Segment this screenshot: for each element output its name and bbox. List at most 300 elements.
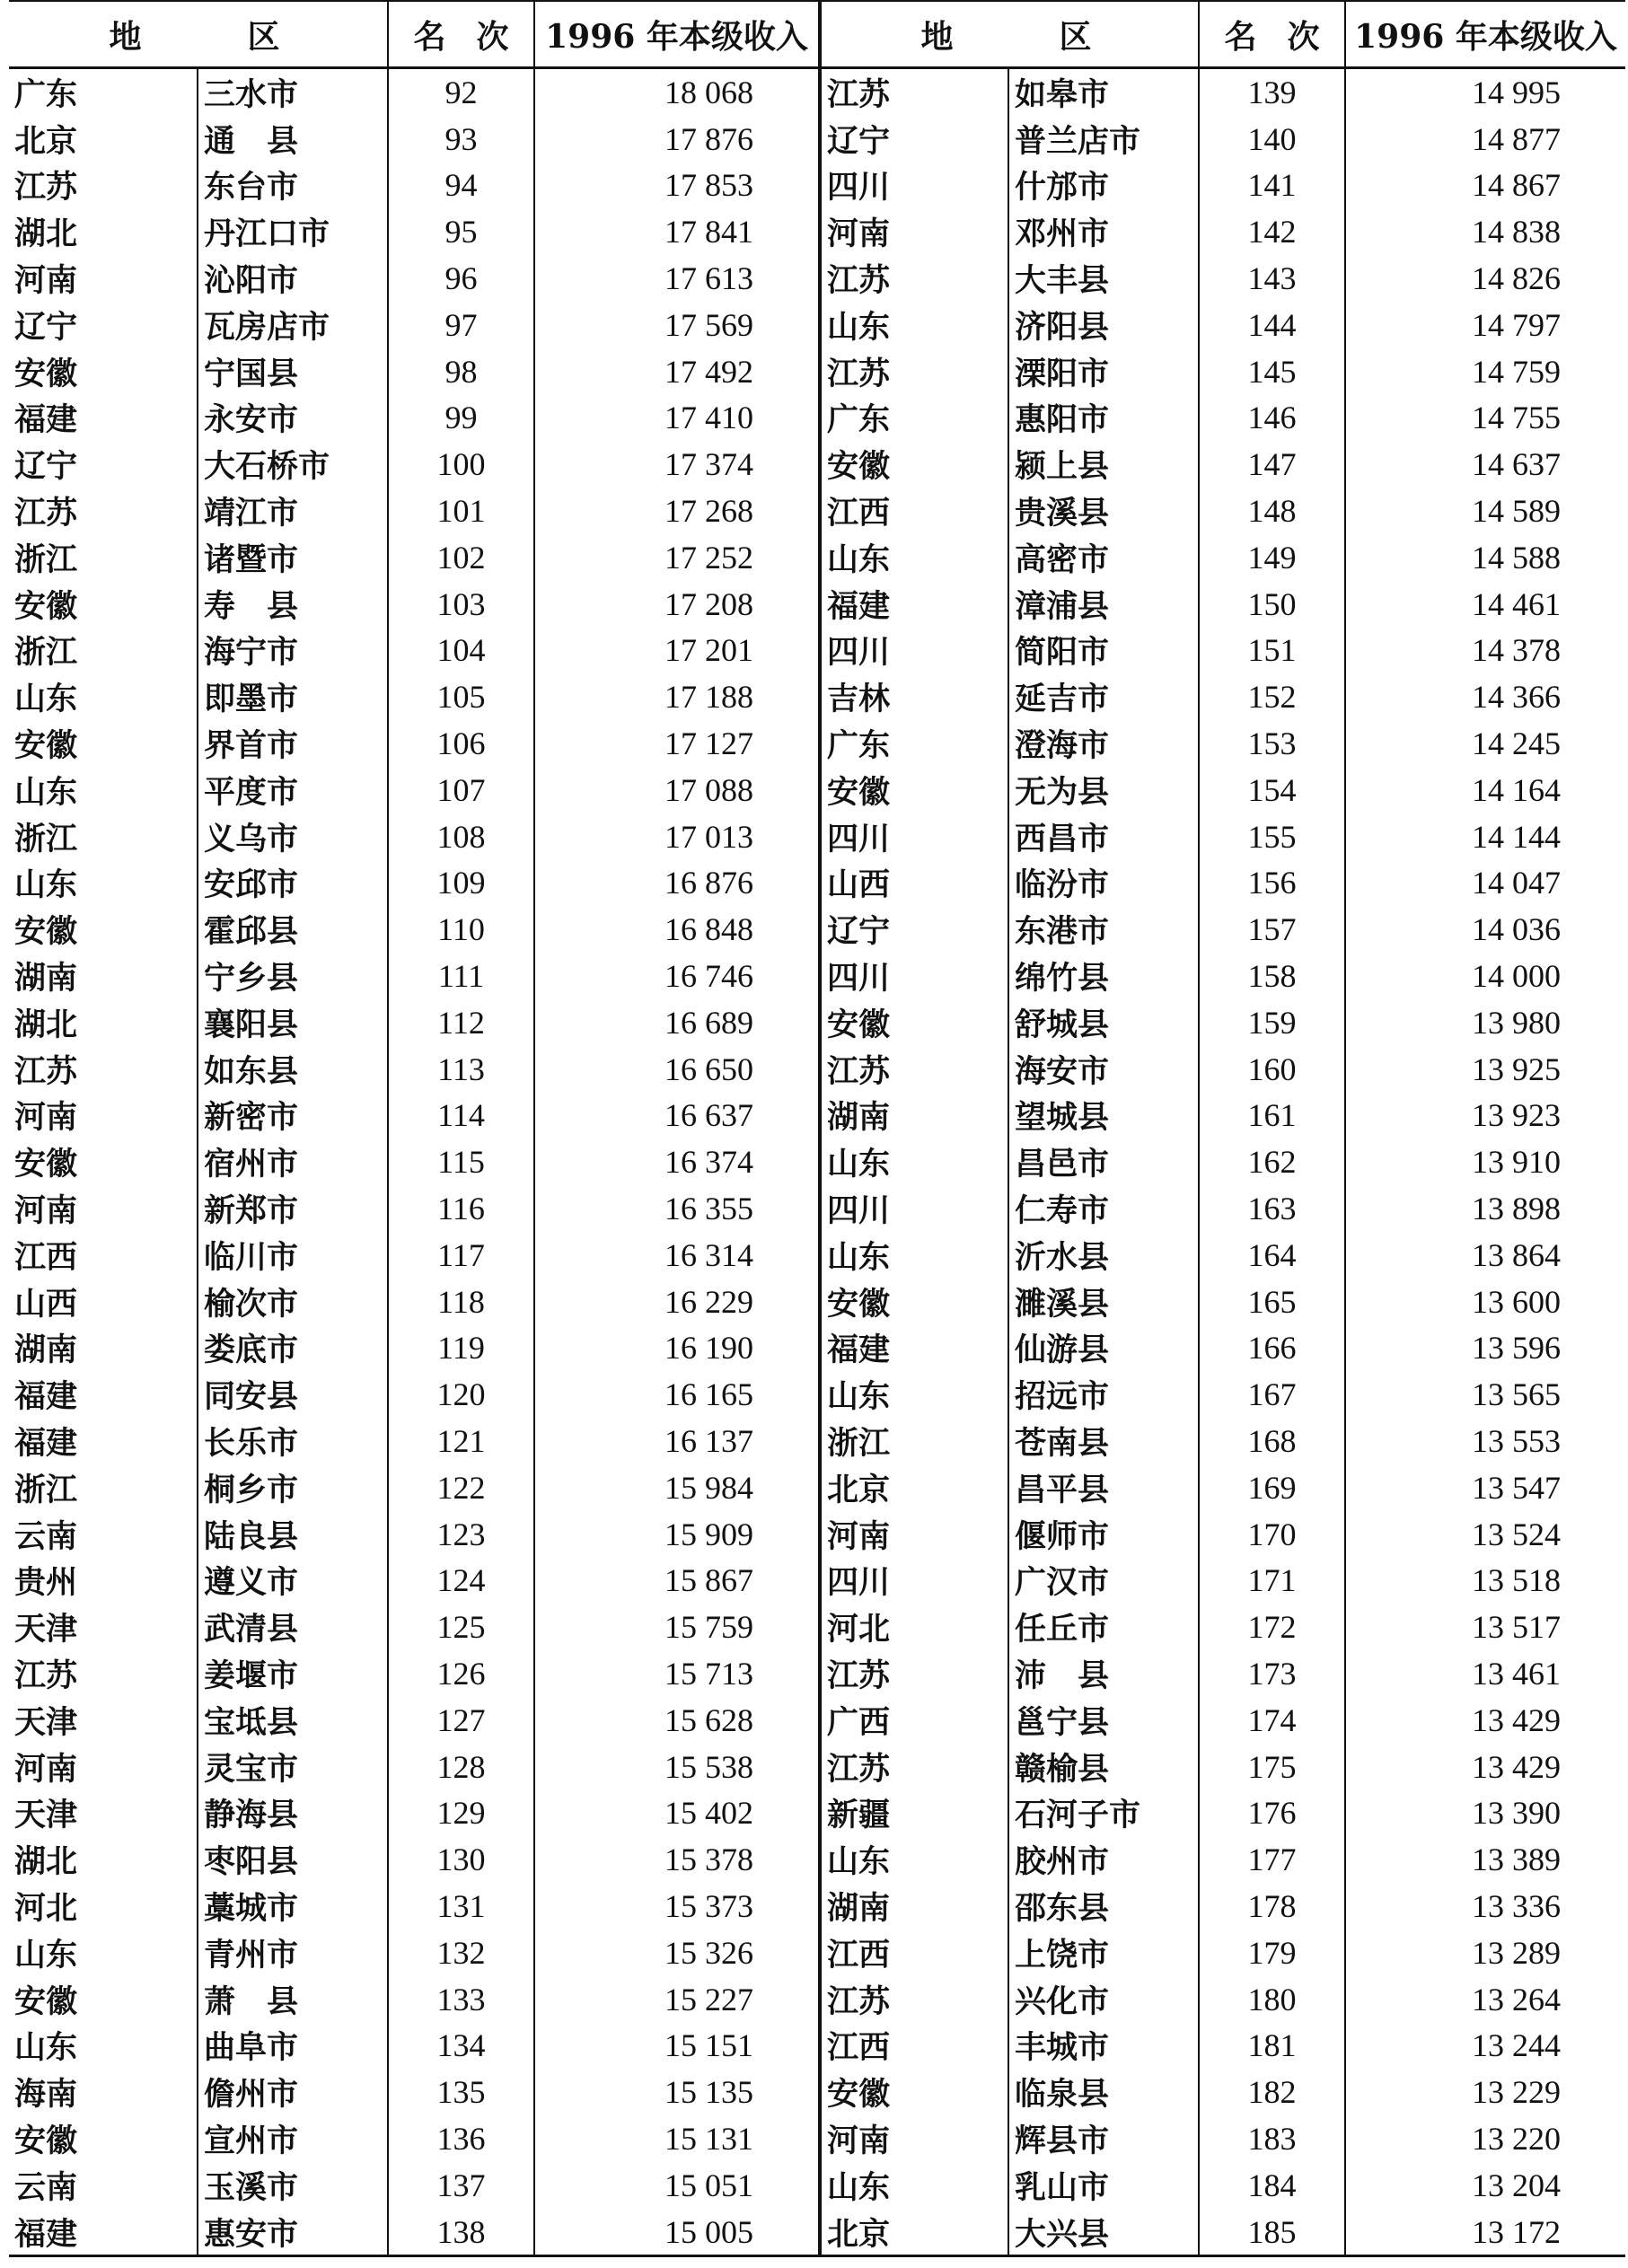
city-cell: 平度市 bbox=[198, 767, 388, 813]
header-region-left-char2: 区 bbox=[247, 17, 287, 56]
rank-cell: 148 bbox=[1199, 488, 1345, 534]
province-cell: 江苏 bbox=[820, 1046, 1008, 1093]
city-cell: 如皋市 bbox=[1008, 68, 1199, 116]
province-cell: 山西 bbox=[820, 860, 1008, 907]
income-cell: 15 538 bbox=[534, 1744, 820, 1790]
province-cell: 安徽 bbox=[820, 1279, 1008, 1325]
province-cell: 福建 bbox=[820, 1325, 1008, 1372]
province-cell: 安徽 bbox=[820, 2069, 1008, 2115]
table-header-row bbox=[9, 1, 1625, 68]
income-cell: 13 547 bbox=[1345, 1464, 1625, 1511]
city-cell: 玉溪市 bbox=[198, 2162, 388, 2209]
province-cell: 江西 bbox=[820, 488, 1008, 534]
rank-cell: 107 bbox=[388, 767, 534, 813]
rank-cell: 126 bbox=[388, 1650, 534, 1697]
rank-cell: 168 bbox=[1199, 1418, 1345, 1464]
province-cell: 福建 bbox=[820, 581, 1008, 628]
income-cell: 14 378 bbox=[1345, 628, 1625, 674]
city-cell: 遵义市 bbox=[198, 1558, 388, 1604]
table-body bbox=[9, 68, 1625, 2256]
income-cell: 14 047 bbox=[1345, 860, 1625, 907]
city-cell: 大石桥市 bbox=[198, 441, 388, 488]
rank-cell: 109 bbox=[388, 860, 534, 907]
rank-cell: 129 bbox=[388, 1789, 534, 1836]
table-row bbox=[9, 302, 1625, 348]
province-cell: 山东 bbox=[14, 681, 78, 718]
rank-cell: 97 bbox=[388, 302, 534, 348]
province-cell: 天津 bbox=[14, 1611, 78, 1648]
rank-cell: 130 bbox=[388, 1836, 534, 1883]
rank-cell: 158 bbox=[1199, 953, 1345, 999]
income-cell: 13 980 bbox=[1345, 999, 1625, 1046]
rank-cell: 103 bbox=[388, 581, 534, 628]
rank-cell: 94 bbox=[388, 163, 534, 209]
income-cell: 16 355 bbox=[534, 1185, 820, 1232]
province-cell: 广东 bbox=[820, 720, 1008, 767]
city-cell: 安邱市 bbox=[198, 860, 388, 907]
header-region-left bbox=[9, 1, 388, 68]
city-cell: 瓦房店市 bbox=[198, 302, 388, 348]
income-cell: 14 838 bbox=[1345, 208, 1625, 255]
income-cell: 15 759 bbox=[534, 1604, 820, 1650]
income-cell: 17 853 bbox=[534, 163, 820, 209]
header-rank-right-char1: 名 bbox=[1224, 17, 1257, 56]
income-cell: 16 374 bbox=[534, 1138, 820, 1185]
income-cell: 13 600 bbox=[1345, 1279, 1625, 1325]
header-rank-right bbox=[1199, 1, 1345, 68]
city-cell: 宿州市 bbox=[198, 1138, 388, 1185]
income-cell: 15 909 bbox=[534, 1511, 820, 1558]
rank-cell: 144 bbox=[1199, 302, 1345, 348]
city-cell: 枣阳县 bbox=[198, 1836, 388, 1883]
rank-cell: 112 bbox=[388, 999, 534, 1046]
table-row bbox=[9, 1744, 1625, 1790]
province-cell: 四川 bbox=[820, 1558, 1008, 1604]
table-row bbox=[9, 68, 1625, 116]
province-cell: 广西 bbox=[820, 1697, 1008, 1744]
province-cell: 山东 bbox=[820, 1836, 1008, 1883]
rank-cell: 161 bbox=[1199, 1093, 1345, 1139]
rank-cell: 136 bbox=[388, 2115, 534, 2162]
province-cell: 江西 bbox=[820, 1930, 1008, 1976]
income-cell: 14 461 bbox=[1345, 581, 1625, 628]
city-cell: 静海县 bbox=[198, 1789, 388, 1836]
province-cell: 贵州 bbox=[14, 1564, 78, 1602]
province-cell: 河北 bbox=[14, 1889, 78, 1927]
income-cell: 14 588 bbox=[1345, 534, 1625, 581]
city-cell: 沂水县 bbox=[1008, 1232, 1199, 1279]
income-cell: 15 984 bbox=[534, 1464, 820, 1511]
rank-cell: 139 bbox=[1199, 68, 1345, 116]
rank-cell: 102 bbox=[388, 534, 534, 581]
rank-cell: 153 bbox=[1199, 720, 1345, 767]
province-cell: 四川 bbox=[820, 953, 1008, 999]
province-cell: 湖北 bbox=[14, 215, 78, 253]
rank-cell: 174 bbox=[1199, 1697, 1345, 1744]
income-cell: 13 517 bbox=[1345, 1604, 1625, 1650]
income-cell: 13 898 bbox=[1345, 1185, 1625, 1232]
rank-cell: 176 bbox=[1199, 1789, 1345, 1836]
city-cell: 什邡市 bbox=[1008, 163, 1199, 209]
rank-cell: 100 bbox=[388, 441, 534, 488]
city-cell: 丹江口市 bbox=[198, 208, 388, 255]
rank-cell: 127 bbox=[388, 1697, 534, 1744]
province-cell: 河南 bbox=[14, 1099, 78, 1137]
header-income-left: 1996 年本级收入 bbox=[534, 1, 820, 68]
income-cell: 17 088 bbox=[534, 767, 820, 813]
city-cell: 姜堰市 bbox=[198, 1650, 388, 1697]
province-cell: 江西 bbox=[14, 1238, 78, 1276]
city-cell: 东港市 bbox=[1008, 906, 1199, 953]
rank-cell: 135 bbox=[388, 2069, 534, 2115]
province-cell: 河北 bbox=[820, 1604, 1008, 1650]
income-cell: 16 637 bbox=[534, 1093, 820, 1139]
table-row bbox=[9, 348, 1625, 395]
header-region-left-char1: 地 bbox=[109, 17, 149, 56]
income-cell: 17 201 bbox=[534, 628, 820, 674]
province-cell: 江苏 bbox=[14, 495, 78, 532]
city-cell: 贵溪县 bbox=[1008, 488, 1199, 534]
income-cell: 13 429 bbox=[1345, 1744, 1625, 1790]
city-cell: 寿 县 bbox=[198, 581, 388, 628]
city-cell: 惠安市 bbox=[198, 2209, 388, 2256]
income-cell: 13 220 bbox=[1345, 2115, 1625, 2162]
income-cell: 17 841 bbox=[534, 208, 820, 255]
rank-cell: 114 bbox=[388, 1093, 534, 1139]
rank-cell: 155 bbox=[1199, 813, 1345, 860]
city-cell: 舒城县 bbox=[1008, 999, 1199, 1046]
income-cell: 14 000 bbox=[1345, 953, 1625, 999]
income-cell: 13 910 bbox=[1345, 1138, 1625, 1185]
city-cell: 昌邑市 bbox=[1008, 1138, 1199, 1185]
rank-cell: 170 bbox=[1199, 1511, 1345, 1558]
header-rank-left-char2: 次 bbox=[476, 17, 509, 56]
city-cell: 藁城市 bbox=[198, 1883, 388, 1930]
province-cell: 四川 bbox=[820, 813, 1008, 860]
header-region-right bbox=[820, 1, 1199, 68]
city-cell: 苍南县 bbox=[1008, 1418, 1199, 1464]
income-cell: 13 596 bbox=[1345, 1325, 1625, 1372]
province-cell: 山东 bbox=[14, 2029, 78, 2067]
city-cell: 青州市 bbox=[198, 1930, 388, 1976]
table-row bbox=[9, 1418, 1625, 1464]
city-cell: 新郑市 bbox=[198, 1185, 388, 1232]
income-cell: 13 518 bbox=[1345, 1558, 1625, 1604]
city-cell: 海安市 bbox=[1008, 1046, 1199, 1093]
income-cell: 13 864 bbox=[1345, 1232, 1625, 1279]
table-row bbox=[9, 1789, 1625, 1836]
city-cell: 宝坻县 bbox=[198, 1697, 388, 1744]
income-cell: 13 289 bbox=[1345, 1930, 1625, 1976]
income-cell: 14 995 bbox=[1345, 68, 1625, 116]
city-cell: 襄阳县 bbox=[198, 999, 388, 1046]
province-cell: 河南 bbox=[820, 1511, 1008, 1558]
city-cell: 任丘市 bbox=[1008, 1604, 1199, 1650]
province-cell: 湖南 bbox=[820, 1883, 1008, 1930]
rank-cell: 138 bbox=[388, 2209, 534, 2256]
income-cell: 13 923 bbox=[1345, 1093, 1625, 1139]
rank-cell: 105 bbox=[388, 673, 534, 720]
income-cell: 13 524 bbox=[1345, 1511, 1625, 1558]
income-cell: 17 208 bbox=[534, 581, 820, 628]
rank-cell: 163 bbox=[1199, 1185, 1345, 1232]
province-cell: 江苏 bbox=[14, 1052, 78, 1090]
table-row bbox=[9, 673, 1625, 720]
income-cell: 14 036 bbox=[1345, 906, 1625, 953]
rank-cell: 171 bbox=[1199, 1558, 1345, 1604]
header-region-right-char2: 区 bbox=[1059, 17, 1099, 56]
province-cell: 辽宁 bbox=[14, 448, 78, 486]
province-cell: 安徽 bbox=[14, 913, 78, 951]
city-cell: 东台市 bbox=[198, 163, 388, 209]
city-cell: 榆次市 bbox=[198, 1279, 388, 1325]
rank-cell: 143 bbox=[1199, 255, 1345, 302]
table-row bbox=[9, 1371, 1625, 1418]
city-cell: 曲阜市 bbox=[198, 2022, 388, 2069]
city-cell: 高密市 bbox=[1008, 534, 1199, 581]
income-cell: 16 165 bbox=[534, 1371, 820, 1418]
city-cell: 兴化市 bbox=[1008, 1976, 1199, 2023]
table-row bbox=[9, 395, 1625, 442]
rank-cell: 152 bbox=[1199, 673, 1345, 720]
city-cell: 仁寿市 bbox=[1008, 1185, 1199, 1232]
city-cell: 临汾市 bbox=[1008, 860, 1199, 907]
table-row bbox=[9, 1930, 1625, 1976]
city-cell: 宁乡县 bbox=[198, 953, 388, 999]
rank-cell: 106 bbox=[388, 720, 534, 767]
income-cell: 13 264 bbox=[1345, 1976, 1625, 2023]
rank-cell: 160 bbox=[1199, 1046, 1345, 1093]
province-cell: 福建 bbox=[14, 1425, 78, 1462]
city-cell: 长乐市 bbox=[198, 1418, 388, 1464]
rank-cell: 119 bbox=[388, 1325, 534, 1372]
income-cell: 16 137 bbox=[534, 1418, 820, 1464]
table-row bbox=[9, 1185, 1625, 1232]
city-cell: 漳浦县 bbox=[1008, 581, 1199, 628]
city-cell: 赣榆县 bbox=[1008, 1744, 1199, 1790]
income-cell: 15 867 bbox=[534, 1558, 820, 1604]
province-cell: 浙江 bbox=[14, 1471, 78, 1508]
income-cell: 17 013 bbox=[534, 813, 820, 860]
table-row bbox=[9, 999, 1625, 1046]
rank-cell: 124 bbox=[388, 1558, 534, 1604]
rank-cell: 121 bbox=[388, 1418, 534, 1464]
city-cell: 通 县 bbox=[198, 116, 388, 163]
province-cell: 新疆 bbox=[820, 1789, 1008, 1836]
province-cell: 江苏 bbox=[820, 255, 1008, 302]
city-cell: 无为县 bbox=[1008, 767, 1199, 813]
city-cell: 胶州市 bbox=[1008, 1836, 1199, 1883]
income-cell: 14 589 bbox=[1345, 488, 1625, 534]
income-cell: 13 229 bbox=[1345, 2069, 1625, 2115]
province-cell: 安徽 bbox=[14, 587, 78, 625]
income-cell: 15 227 bbox=[534, 1976, 820, 2023]
province-cell: 安徽 bbox=[14, 727, 78, 765]
rank-cell: 111 bbox=[388, 953, 534, 999]
city-cell: 临泉县 bbox=[1008, 2069, 1199, 2115]
income-cell: 15 151 bbox=[534, 2022, 820, 2069]
document-page bbox=[9, 0, 1625, 2268]
income-cell: 15 051 bbox=[534, 2162, 820, 2209]
income-cell: 13 390 bbox=[1345, 1789, 1625, 1836]
rank-cell: 92 bbox=[388, 68, 534, 116]
city-cell: 招远市 bbox=[1008, 1371, 1199, 1418]
city-cell: 广汉市 bbox=[1008, 1558, 1199, 1604]
province-cell: 云南 bbox=[14, 2168, 78, 2206]
rank-cell: 165 bbox=[1199, 1279, 1345, 1325]
city-cell: 大兴县 bbox=[1008, 2209, 1199, 2256]
income-cell: 17 492 bbox=[534, 348, 820, 395]
income-cell: 14 877 bbox=[1345, 116, 1625, 163]
province-cell: 江苏 bbox=[14, 169, 78, 207]
city-cell: 西昌市 bbox=[1008, 813, 1199, 860]
income-cell: 16 314 bbox=[534, 1232, 820, 1279]
province-cell: 湖北 bbox=[14, 1843, 78, 1881]
rank-cell: 110 bbox=[388, 906, 534, 953]
income-cell: 14 366 bbox=[1345, 673, 1625, 720]
income-cell: 16 190 bbox=[534, 1325, 820, 1372]
income-cell: 14 797 bbox=[1345, 302, 1625, 348]
income-cell: 13 461 bbox=[1345, 1650, 1625, 1697]
city-cell: 宁国县 bbox=[198, 348, 388, 395]
income-cell: 13 553 bbox=[1345, 1418, 1625, 1464]
income-cell: 14 144 bbox=[1345, 813, 1625, 860]
rank-cell: 117 bbox=[388, 1232, 534, 1279]
province-cell: 山东 bbox=[820, 1232, 1008, 1279]
income-cell: 15 713 bbox=[534, 1650, 820, 1697]
income-cell: 15 326 bbox=[534, 1930, 820, 1976]
city-cell: 澄海市 bbox=[1008, 720, 1199, 767]
city-cell: 儋州市 bbox=[198, 2069, 388, 2115]
rank-cell: 93 bbox=[388, 116, 534, 163]
city-cell: 邓州市 bbox=[1008, 208, 1199, 255]
table-row bbox=[9, 441, 1625, 488]
rank-cell: 137 bbox=[388, 2162, 534, 2209]
income-cell: 17 252 bbox=[534, 534, 820, 581]
rank-cell: 99 bbox=[388, 395, 534, 442]
province-cell: 辽宁 bbox=[820, 116, 1008, 163]
province-cell: 江苏 bbox=[820, 1744, 1008, 1790]
rank-cell: 122 bbox=[388, 1464, 534, 1511]
income-cell: 15 378 bbox=[534, 1836, 820, 1883]
city-cell: 惠阳市 bbox=[1008, 395, 1199, 442]
province-cell: 安徽 bbox=[820, 441, 1008, 488]
province-cell: 吉林 bbox=[820, 673, 1008, 720]
province-cell: 北京 bbox=[820, 2209, 1008, 2256]
rank-cell: 104 bbox=[388, 628, 534, 674]
table-row bbox=[9, 208, 1625, 255]
province-cell: 河南 bbox=[14, 1192, 78, 1230]
income-cell: 17 374 bbox=[534, 441, 820, 488]
province-cell: 安徽 bbox=[820, 999, 1008, 1046]
table-row bbox=[9, 488, 1625, 534]
rank-cell: 113 bbox=[388, 1046, 534, 1093]
table-row bbox=[9, 1650, 1625, 1697]
province-cell: 湖南 bbox=[14, 1332, 78, 1369]
city-cell: 永安市 bbox=[198, 395, 388, 442]
header-rank-right-char2: 次 bbox=[1287, 17, 1320, 56]
city-cell: 三水市 bbox=[198, 68, 388, 116]
income-cell: 16 746 bbox=[534, 953, 820, 999]
province-cell: 天津 bbox=[14, 1703, 78, 1741]
city-cell: 靖江市 bbox=[198, 488, 388, 534]
income-cell: 15 131 bbox=[534, 2115, 820, 2162]
table-row bbox=[9, 1093, 1625, 1139]
rank-cell: 164 bbox=[1199, 1232, 1345, 1279]
table-row bbox=[9, 953, 1625, 999]
province-cell: 江苏 bbox=[820, 1976, 1008, 2023]
province-cell: 山东 bbox=[14, 1936, 78, 1974]
rank-cell: 115 bbox=[388, 1138, 534, 1185]
rank-cell: 173 bbox=[1199, 1650, 1345, 1697]
city-cell: 简阳市 bbox=[1008, 628, 1199, 674]
table-row bbox=[9, 813, 1625, 860]
table-row bbox=[9, 1325, 1625, 1372]
province-cell: 福建 bbox=[14, 401, 78, 439]
city-cell: 界首市 bbox=[198, 720, 388, 767]
table-row bbox=[9, 1604, 1625, 1650]
table-row bbox=[9, 1836, 1625, 1883]
city-cell: 诸暨市 bbox=[198, 534, 388, 581]
city-cell: 同安县 bbox=[198, 1371, 388, 1418]
province-cell: 山东 bbox=[820, 534, 1008, 581]
city-cell: 娄底市 bbox=[198, 1325, 388, 1372]
province-cell: 河南 bbox=[820, 208, 1008, 255]
rank-cell: 120 bbox=[388, 1371, 534, 1418]
table-row bbox=[9, 628, 1625, 674]
province-cell: 浙江 bbox=[14, 634, 78, 672]
rank-cell: 185 bbox=[1199, 2209, 1345, 2256]
province-cell: 安徽 bbox=[14, 1982, 78, 2020]
city-cell: 辉县市 bbox=[1008, 2115, 1199, 2162]
rank-cell: 167 bbox=[1199, 1371, 1345, 1418]
header-rank-left-char1: 名 bbox=[413, 17, 446, 56]
income-cell: 17 188 bbox=[534, 673, 820, 720]
income-cell: 14 867 bbox=[1345, 163, 1625, 209]
rank-cell: 149 bbox=[1199, 534, 1345, 581]
income-cell: 15 628 bbox=[534, 1697, 820, 1744]
table-row bbox=[9, 1976, 1625, 2023]
city-cell: 陆良县 bbox=[198, 1511, 388, 1558]
income-cell: 16 848 bbox=[534, 906, 820, 953]
table-row bbox=[9, 2162, 1625, 2209]
income-cell: 17 127 bbox=[534, 720, 820, 767]
city-cell: 普兰店市 bbox=[1008, 116, 1199, 163]
province-cell: 福建 bbox=[14, 1378, 78, 1416]
rank-cell: 156 bbox=[1199, 860, 1345, 907]
header-region-right-char1: 地 bbox=[920, 17, 961, 56]
table-row bbox=[9, 1558, 1625, 1604]
city-cell: 沁阳市 bbox=[198, 255, 388, 302]
province-cell: 辽宁 bbox=[14, 308, 78, 346]
rank-cell: 162 bbox=[1199, 1138, 1345, 1185]
province-cell: 辽宁 bbox=[820, 906, 1008, 953]
rank-cell: 177 bbox=[1199, 1836, 1345, 1883]
table-row bbox=[9, 1883, 1625, 1930]
province-cell: 山西 bbox=[14, 1285, 78, 1323]
income-cell: 18 068 bbox=[534, 68, 820, 116]
province-cell: 广东 bbox=[14, 75, 78, 113]
table-row bbox=[9, 2022, 1625, 2069]
income-cell: 14 759 bbox=[1345, 348, 1625, 395]
province-cell: 山东 bbox=[820, 1138, 1008, 1185]
rank-cell: 116 bbox=[388, 1185, 534, 1232]
province-cell: 广东 bbox=[820, 395, 1008, 442]
table-row bbox=[9, 767, 1625, 813]
rank-cell: 169 bbox=[1199, 1464, 1345, 1511]
income-cell: 13 244 bbox=[1345, 2022, 1625, 2069]
province-cell: 河南 bbox=[14, 262, 78, 300]
